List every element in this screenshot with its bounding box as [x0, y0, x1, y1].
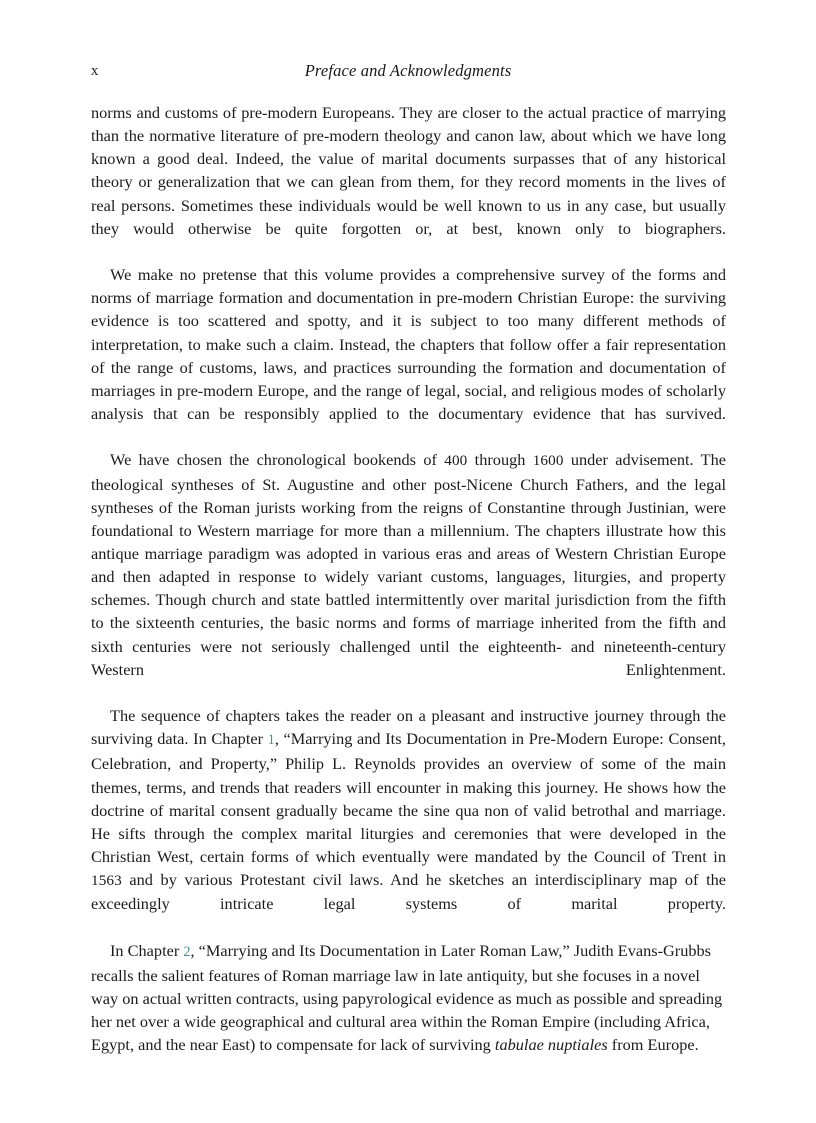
paragraph-5-text-a: In Chapter [110, 940, 184, 960]
year-end: 1600 [532, 452, 564, 470]
paragraph-2 [91, 263, 726, 448]
council-of-trent-year: 1563 [91, 872, 122, 890]
chapter-link-1[interactable]: 1 [267, 732, 275, 749]
paragraph-5-text-c: from Europe. [607, 1035, 699, 1055]
paragraph-3-text-b: through [467, 450, 533, 470]
page-number: x [91, 63, 99, 79]
paragraph-3 [91, 448, 726, 704]
paragraph-4-text-c: and by various Protestant civil laws. And he sketches an interdisciplinary map of the exceedingly intricate legal systems of marital property. [91, 870, 726, 914]
paragraph-1 [91, 101, 726, 263]
paragraph-3-text-a: We have chosen the chronological bookends of [110, 450, 445, 470]
year-start: 400 [444, 452, 468, 470]
running-head-title: Preface and Acknowledgments [304, 61, 512, 80]
paragraph-2-text: We make no pretense that this volume provides a comprehensive survey of the forms and norms of marriage formation and documentation in pre-modern Christian Europe: the surviving evidence is too scattered and spotty, and it is subject to too many different methods of interpretation, to make such a claim. Instead, the chapters that follow offer a fair representation of the range of customs, laws, and practices surrounding the formation and documentation of marriages in pre-modern Europe, and the range of legal, social, and religious modes of scholarly analysis that can be responsibly applied to the documentary evidence that has survived. [91, 265, 726, 424]
paragraph-4-text-b: , “Marrying and Its Documentation in Pre-Modern Europe: Consent, Celebration, and Property,” Philip L. Reynolds provides an overview of some of the main themes, terms, and trends that readers will encounter in making this journey. He shows how the doctrine of marital consent gradually became the sine qua non of valid betrothal and marriage. He sifts through the complex marital liturgies and ceremonies that were developed in the Christian West, certain forms of which eventually were mandated by the Council of Trent in [91, 729, 726, 866]
chapter-link-2[interactable]: 2 [183, 943, 191, 960]
paragraph-1-text: norms and customs of pre-modern Europeans. They are closer to the actual practice of marrying than the normative literature of pre-modern theology and canon law, about which we have long known a good deal. Indeed, the value of marital documents surpasses that of any historical theory or generalization that we can glean from them, for they record moments in the lives of real persons. Sometimes these individuals would be well known to us in any case, but usually they would otherwise be quite forgotten or, at best, known only to biographers. [91, 103, 726, 238]
paragraph-3-text-c: under advisement. The theological syntheses of St. Augustine and other post-Nicene Church Fathers, and the legal syntheses of the Roman jurists working from the reigns of Constantine through Justinian, were foundational to Western marriage for more than a millennium. The chapters illustrate how this antique marriage paradigm was adopted in various eras and areas of Western Christian Europe and then adapted in response to widely variant customs, languages, liturgies, and property schemes. Though church and state battled intermittently over marital jurisdiction from the fifth to the sixteenth centuries, the basic norms and forms of marriage inherited from the fifth and sixth centuries were not seriously challenged until the eighteenth- and nineteenth-century Western Enlightenment. [91, 450, 726, 679]
paragraph-4 [91, 704, 726, 939]
paragraph-4-text-a: The sequence of chapters takes the reader on a pleasant and instructive journey through the surviving data. In Chapter [91, 706, 726, 749]
running-head [91, 58, 725, 84]
latin-term-tabulae-nuptiales: tabulae nuptiales [494, 1035, 608, 1055]
body-text-block [91, 101, 726, 1080]
paragraph-5-text-b: , “Marrying and Its Documentation in Later Roman Law,” Judith Evans-Grubbs recalls the salient features of Roman marriage law in late antiquity, but she focuses in a novel way on actual written contracts, using papyrological evidence as much as possible and spreading her net over a wide geographical and cultural area within the Roman Empire (including Africa, Egypt, and the near East) to compensate for lack of surviving [91, 940, 723, 1055]
paragraph-5 [91, 939, 726, 1080]
